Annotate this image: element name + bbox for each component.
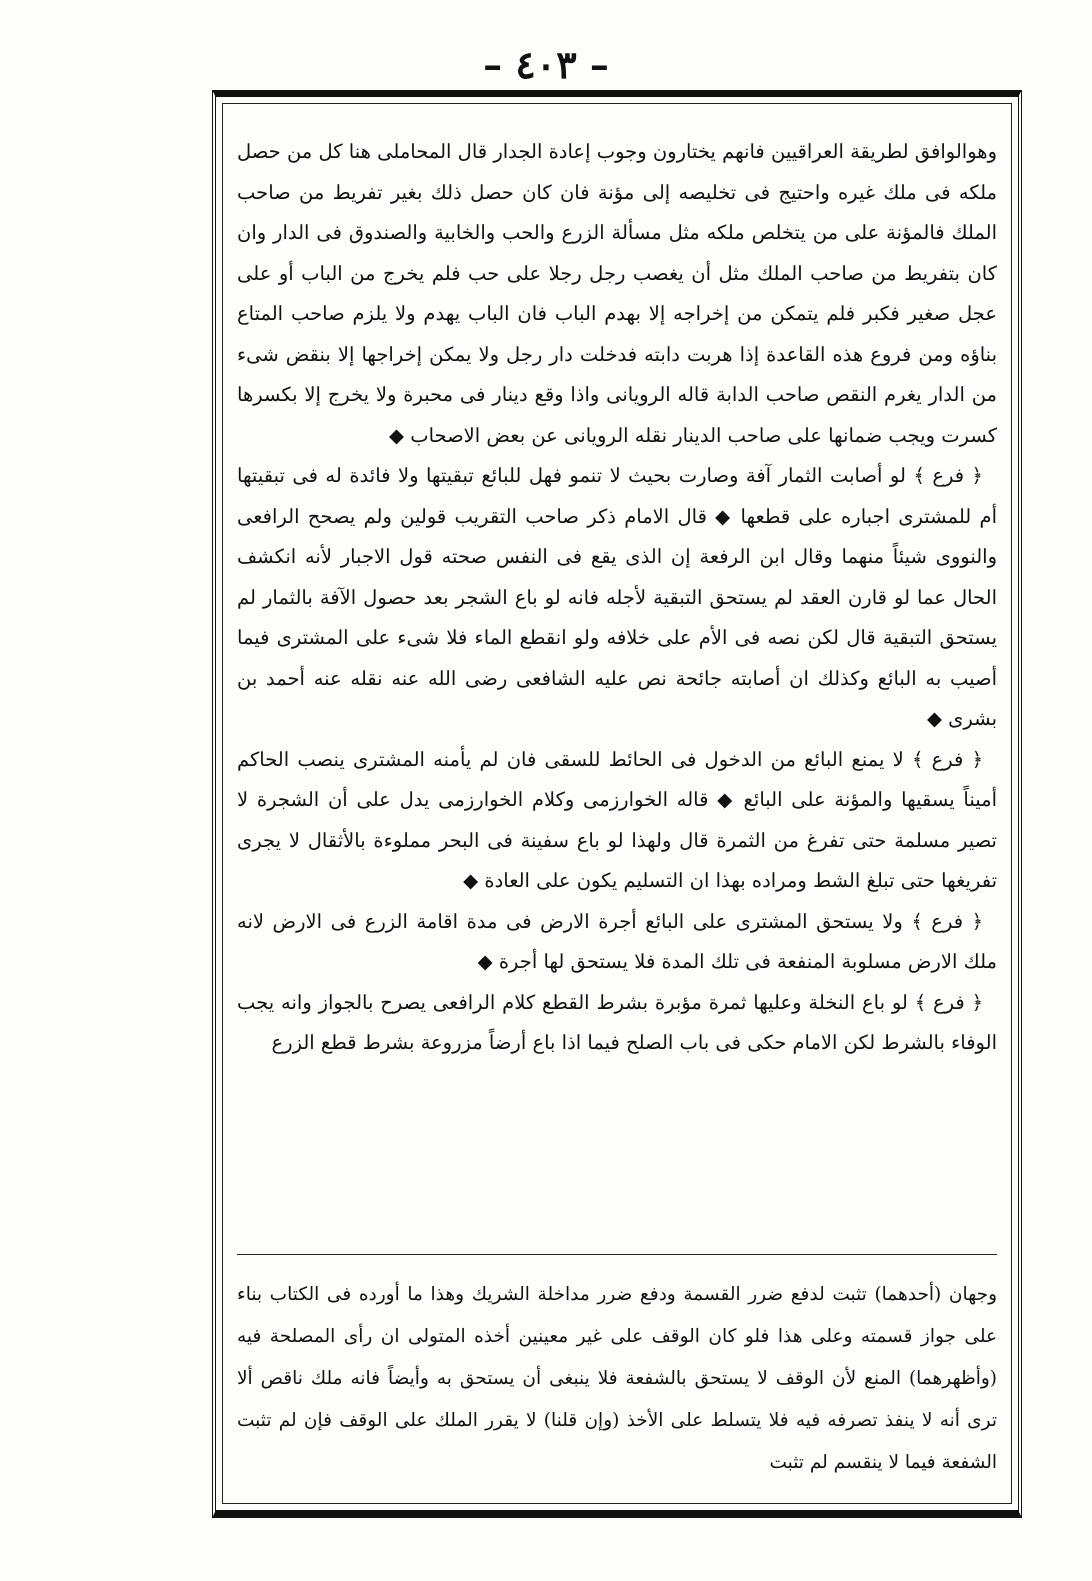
paragraph-1: وهوالوافق لطريقة العراقيين فانهم يختارون وجوب إعادة الجدار قال المحاملى هنا كل من حصل ملكه فى ملك غيره واحتيج فى تخليصه إلى مؤنة فان كان حصل ذلك بغير تفريط من صاحب الملك فالمؤنة على من يتخلص ملكه مثل مسألة الزرع والحب والخابية والصندوق فى الدار وان كان بتفريط من صاحب الملك مثل أن يغصب رجل رجلا على حب فلم يخرج من الباب أو على عجل صغير فكبر فلم يتمكن من إخراجه إلا بهدم الباب فان الباب يهدم ولا يلزم صاحب المتاع بناؤه ومن فروع هذه القاعدة إذا هربت دابته فدخلت دار رجل ولا يمكن إخراجها إلا بنقض شىء من الدار يغرم النقص صاحب الدابة قاله الرويانى واذا وقع دينار فى محبرة ولا يخرج إلا بكسرها كسرت ويجب ضمانها على صاحب الدينار نقله الرويانى عن بعض الاصحاب ◆ — [237, 140, 997, 447]
paragraph-2: ﴿ فرع ﴾ لو أصابت الثمار آفة وصارت بحيث لا تنمو فهل للبائع تبقيتها ولا فائدة له فى تبقيتها أم للمشترى اجباره على قطعها ◆ قال الامام ذكر صاحب التقريب قولين ولم يصحح الرافعى والنووى شيئاً منهما وقال ابن الرفعة إن الذى يقع فى النفس صحته قول الاجبار لأنه انكشف الحال عما لو قارن العقد لم يستحق التبقية لأجله فانه لو باع الشجر بعد حصول الآفة بالثمار لم يستحق التبقية قال لكن نصه فى الأم على خلافه ولو انقطع الماء فلا شىء على المشترى فيما أصيب به البائع وكذلك ان أصابته جائحة نص عليه الشافعى رضى الله عنه نقله عنه أحمد بن بشرى ◆ — [237, 464, 997, 730]
page-frame — [212, 90, 1022, 1518]
page-number: – ٤٠٣ – — [483, 42, 609, 87]
footnote — [237, 1274, 997, 1484]
page-frame-inner-border — [222, 103, 1012, 1504]
main-text — [237, 132, 997, 1064]
paragraph-5: ﴿ فرع ﴾ لو باع النخلة وعليها ثمرة مؤبرة بشرط القطع كلام الرافعى يصرح بالجواز وانه يجب الوفاء بالشرط لكن الامام حكى فى باب الصلح فيما اذا باع أرضاً مزروعة بشرط قطع الزرع — [237, 990, 997, 1054]
paragraph-3: ﴿ فرع ﴾ لا يمنع البائع من الدخول فى الحائط للسقى فان لم يأمنه المشترى ينصب الحاكم أميناً يسقيها والمؤنة على البائع ◆ قاله الخوارزمى وكلام الخوارزمى يدل على أن الشجرة لا تصير مسلمة حتى تفرغ من الثمرة قال ولهذا لو باع سفينة فى البحر مملوءة بالأثقال لا يجرى تفريغها حتى تبلغ الشط ومراده بهذا ان التسليم يكون على العادة ◆ — [237, 747, 997, 892]
footnote-text: وجهان (أحدهما) تثبت لدفع ضرر القسمة ودفع ضرر مداخلة الشريك وهذا ما أورده فى الكتاب بناء على جواز قسمته وعلى هذا فلو كان الوقف على غير معينين أخذه المتولى ان رأى المصلحة فيه (وأظهرهما) المنع لأن الوقف لا يستحق بالشفعة فلا ينبغى أن يستحق به وأيضاً فانه ملك ناقص ألا ترى أنه لا ينفذ تصرفه فيه فلا يتسلط على الأخذ (وإن قلنا) لا يقرر الملك على الوقف فإن لم تثبت الشفعة فيما لا ينقسم لم تثبت — [237, 1284, 997, 1473]
paragraph-4: ﴿ فرع ﴾ ولا يستحق المشترى على البائع أجرة الارض فى مدة اقامة الزرع فى الارض لانه ملك الارض مسلوبة المنفعة فى تلك المدة فلا يستحق لها أجرة ◆ — [237, 909, 997, 973]
footnote-separator — [237, 1254, 997, 1255]
